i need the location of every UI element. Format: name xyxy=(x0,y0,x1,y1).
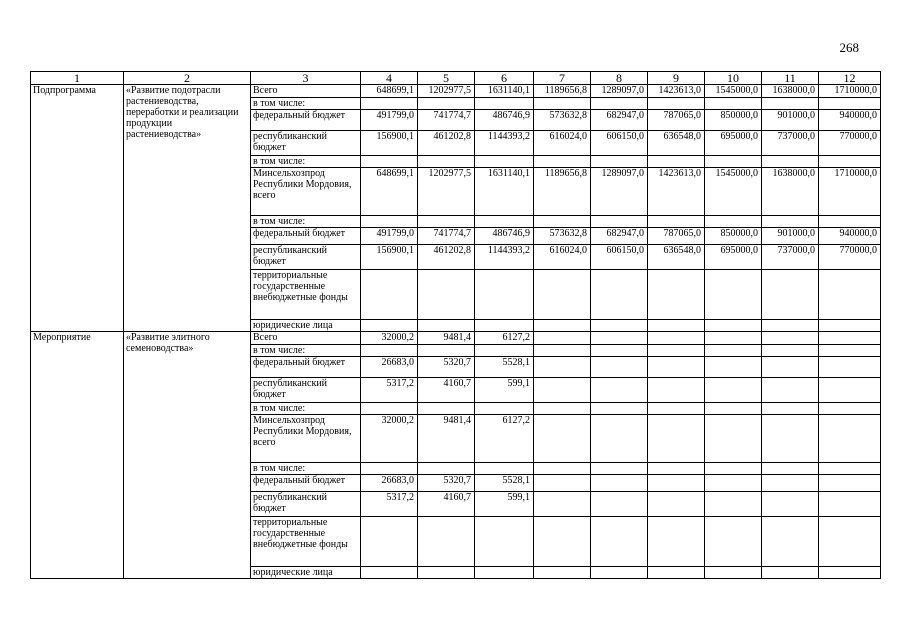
row-label: в том числе: xyxy=(251,463,361,475)
value-cell xyxy=(819,492,881,517)
value-cell xyxy=(591,98,648,110)
value-cell: 5528,1 xyxy=(475,475,534,492)
value-cell: 486746,9 xyxy=(475,110,534,131)
value-cell: 1638000,0 xyxy=(762,168,819,216)
value-cell xyxy=(819,415,881,463)
value-cell: 573632,8 xyxy=(534,228,591,245)
row-label: в том числе: xyxy=(251,345,361,357)
value-cell xyxy=(762,475,819,492)
value-cell xyxy=(361,98,418,110)
value-cell xyxy=(762,320,819,332)
value-cell xyxy=(591,378,648,403)
value-cell: 1189656,8 xyxy=(534,168,591,216)
value-cell xyxy=(534,320,591,332)
value-cell: 1710000,0 xyxy=(819,85,881,98)
value-cell xyxy=(418,98,475,110)
value-cell xyxy=(534,463,591,475)
value-cell: 770000,0 xyxy=(819,245,881,270)
value-cell xyxy=(591,320,648,332)
value-cell: 1638000,0 xyxy=(762,85,819,98)
value-cell xyxy=(762,270,819,320)
value-cell xyxy=(762,332,819,345)
value-cell: 599,1 xyxy=(475,492,534,517)
value-cell xyxy=(534,403,591,415)
value-cell xyxy=(819,403,881,415)
value-cell: 5528,1 xyxy=(475,357,534,378)
value-cell xyxy=(534,332,591,345)
value-cell xyxy=(705,475,762,492)
value-cell xyxy=(705,216,762,228)
value-cell: 6127,2 xyxy=(475,332,534,345)
row-label: республиканский бюджет xyxy=(251,245,361,270)
value-cell xyxy=(418,403,475,415)
value-cell: 1423613,0 xyxy=(648,168,705,216)
column-header: 7 xyxy=(534,72,591,85)
row-label: Всего xyxy=(251,332,361,345)
value-cell: 636548,0 xyxy=(648,245,705,270)
value-cell xyxy=(591,345,648,357)
value-cell xyxy=(591,415,648,463)
value-cell xyxy=(819,270,881,320)
row-label: Минсельхозпрод Республики Мордовия, всего xyxy=(251,415,361,463)
value-cell xyxy=(819,98,881,110)
value-cell xyxy=(418,567,475,579)
value-cell xyxy=(591,216,648,228)
value-cell xyxy=(418,345,475,357)
column-header: 1 xyxy=(31,72,124,85)
value-cell xyxy=(475,403,534,415)
value-cell xyxy=(534,216,591,228)
value-cell xyxy=(361,270,418,320)
value-cell xyxy=(762,415,819,463)
value-cell xyxy=(475,517,534,567)
value-cell xyxy=(418,463,475,475)
row-label: федеральный бюджет xyxy=(251,357,361,378)
value-cell: 901000,0 xyxy=(762,228,819,245)
value-cell: 5320,7 xyxy=(418,475,475,492)
value-cell: 491799,0 xyxy=(361,110,418,131)
row-label: территориальные государственные внебюджетные фонды xyxy=(251,517,361,567)
value-cell xyxy=(648,475,705,492)
value-cell: 606150,0 xyxy=(591,131,648,156)
section-title: «Развитие подотрасли растениеводства, переработки и реализации продукции растениеводства» xyxy=(124,85,251,332)
value-cell: 616024,0 xyxy=(534,131,591,156)
value-cell xyxy=(648,332,705,345)
row-label: федеральный бюджет xyxy=(251,475,361,492)
value-cell xyxy=(819,378,881,403)
value-cell xyxy=(591,156,648,168)
value-cell xyxy=(705,403,762,415)
value-cell xyxy=(418,320,475,332)
section-title: «Развитие элитного семеноводства» xyxy=(124,332,251,579)
value-cell: 32000,2 xyxy=(361,332,418,345)
value-cell xyxy=(648,378,705,403)
value-cell xyxy=(418,216,475,228)
row-label: в том числе: xyxy=(251,216,361,228)
value-cell xyxy=(475,156,534,168)
value-cell: 26683,0 xyxy=(361,475,418,492)
value-cell xyxy=(819,517,881,567)
value-cell xyxy=(762,378,819,403)
column-header: 4 xyxy=(361,72,418,85)
value-cell xyxy=(648,517,705,567)
value-cell xyxy=(534,415,591,463)
value-cell xyxy=(705,567,762,579)
value-cell xyxy=(819,345,881,357)
value-cell xyxy=(591,463,648,475)
value-cell xyxy=(534,517,591,567)
row-label: республиканский бюджет xyxy=(251,492,361,517)
value-cell xyxy=(591,270,648,320)
value-cell xyxy=(705,320,762,332)
value-cell: 741774,7 xyxy=(418,228,475,245)
value-cell: 156900,1 xyxy=(361,131,418,156)
value-cell xyxy=(762,492,819,517)
value-cell: 491799,0 xyxy=(361,228,418,245)
value-cell xyxy=(819,332,881,345)
value-cell xyxy=(705,98,762,110)
value-cell xyxy=(361,517,418,567)
value-cell: 4160,7 xyxy=(418,492,475,517)
value-cell: 1545000,0 xyxy=(705,85,762,98)
value-cell xyxy=(762,517,819,567)
column-header: 11 xyxy=(762,72,819,85)
value-cell: 1202977,5 xyxy=(418,85,475,98)
value-cell xyxy=(361,156,418,168)
value-cell: 770000,0 xyxy=(819,131,881,156)
value-cell xyxy=(475,463,534,475)
header-row xyxy=(31,72,881,85)
row-label: республиканский бюджет xyxy=(251,131,361,156)
value-cell: 1202977,5 xyxy=(418,168,475,216)
row-label: Всего xyxy=(251,85,361,98)
value-cell: 901000,0 xyxy=(762,110,819,131)
value-cell: 32000,2 xyxy=(361,415,418,463)
value-cell xyxy=(705,492,762,517)
value-cell: 6127,2 xyxy=(475,415,534,463)
column-header: 8 xyxy=(591,72,648,85)
row-label: федеральный бюджет xyxy=(251,228,361,245)
value-cell xyxy=(591,357,648,378)
value-cell xyxy=(762,567,819,579)
table-row xyxy=(31,85,881,98)
value-cell xyxy=(648,320,705,332)
value-cell: 695000,0 xyxy=(705,245,762,270)
value-cell xyxy=(361,320,418,332)
value-cell: 940000,0 xyxy=(819,228,881,245)
value-cell xyxy=(819,320,881,332)
value-cell xyxy=(648,403,705,415)
value-cell xyxy=(418,270,475,320)
value-cell: 737000,0 xyxy=(762,131,819,156)
section-type: Мероприятие xyxy=(31,332,124,579)
value-cell xyxy=(534,567,591,579)
value-cell xyxy=(591,517,648,567)
value-cell xyxy=(418,517,475,567)
column-header: 2 xyxy=(124,72,251,85)
value-cell: 616024,0 xyxy=(534,245,591,270)
value-cell xyxy=(591,492,648,517)
section-type: Подпрограмма xyxy=(31,85,124,332)
value-cell xyxy=(819,463,881,475)
column-header: 5 xyxy=(418,72,475,85)
value-cell xyxy=(648,463,705,475)
value-cell: 5320,7 xyxy=(418,357,475,378)
value-cell: 1631140,1 xyxy=(475,85,534,98)
value-cell: 1144393,2 xyxy=(475,131,534,156)
value-cell xyxy=(762,156,819,168)
value-cell: 1545000,0 xyxy=(705,168,762,216)
column-header: 10 xyxy=(705,72,762,85)
value-cell xyxy=(819,567,881,579)
value-cell: 850000,0 xyxy=(705,228,762,245)
value-cell xyxy=(705,415,762,463)
value-cell xyxy=(534,270,591,320)
value-cell xyxy=(762,357,819,378)
value-cell: 787065,0 xyxy=(648,110,705,131)
value-cell: 573632,8 xyxy=(534,110,591,131)
value-cell xyxy=(648,216,705,228)
value-cell: 5317,2 xyxy=(361,378,418,403)
value-cell: 1144393,2 xyxy=(475,245,534,270)
value-cell: 940000,0 xyxy=(819,110,881,131)
value-cell xyxy=(819,156,881,168)
value-cell xyxy=(475,270,534,320)
value-cell xyxy=(705,517,762,567)
value-cell: 1710000,0 xyxy=(819,168,881,216)
row-label: в том числе: xyxy=(251,98,361,110)
value-cell: 737000,0 xyxy=(762,245,819,270)
value-cell xyxy=(591,475,648,492)
value-cell xyxy=(762,345,819,357)
value-cell: 741774,7 xyxy=(418,110,475,131)
value-cell xyxy=(705,270,762,320)
value-cell xyxy=(591,403,648,415)
column-header: 9 xyxy=(648,72,705,85)
value-cell xyxy=(534,475,591,492)
value-cell xyxy=(534,378,591,403)
value-cell: 695000,0 xyxy=(705,131,762,156)
value-cell xyxy=(475,345,534,357)
value-cell xyxy=(705,357,762,378)
value-cell xyxy=(648,357,705,378)
value-cell xyxy=(475,320,534,332)
value-cell: 9481,4 xyxy=(418,415,475,463)
value-cell xyxy=(475,567,534,579)
value-cell xyxy=(361,403,418,415)
value-cell xyxy=(475,216,534,228)
value-cell xyxy=(648,156,705,168)
budget-table xyxy=(30,71,881,579)
value-cell xyxy=(819,475,881,492)
value-cell: 9481,4 xyxy=(418,332,475,345)
value-cell: 1189656,8 xyxy=(534,85,591,98)
value-cell xyxy=(762,403,819,415)
value-cell: 1423613,0 xyxy=(648,85,705,98)
value-cell xyxy=(648,345,705,357)
row-label: юридические лица xyxy=(251,320,361,332)
table-row xyxy=(31,332,881,345)
value-cell xyxy=(361,567,418,579)
value-cell: 648699,1 xyxy=(361,168,418,216)
value-cell: 1289097,0 xyxy=(591,168,648,216)
value-cell: 1289097,0 xyxy=(591,85,648,98)
row-label: Минсельхозпрод Республики Мордовия, всего xyxy=(251,168,361,216)
value-cell xyxy=(648,98,705,110)
value-cell: 461202,8 xyxy=(418,131,475,156)
value-cell: 461202,8 xyxy=(418,245,475,270)
value-cell xyxy=(591,332,648,345)
value-cell xyxy=(648,567,705,579)
value-cell xyxy=(762,463,819,475)
row-label: республиканский бюджет xyxy=(251,378,361,403)
value-cell xyxy=(705,345,762,357)
value-cell xyxy=(762,98,819,110)
value-cell xyxy=(648,415,705,463)
row-label: федеральный бюджет xyxy=(251,110,361,131)
value-cell xyxy=(705,378,762,403)
row-label: в том числе: xyxy=(251,403,361,415)
value-cell xyxy=(534,492,591,517)
column-header: 3 xyxy=(251,72,361,85)
value-cell xyxy=(705,463,762,475)
value-cell: 636548,0 xyxy=(648,131,705,156)
value-cell xyxy=(534,345,591,357)
value-cell xyxy=(361,463,418,475)
value-cell xyxy=(819,357,881,378)
page-number: 268 xyxy=(839,40,859,55)
value-cell xyxy=(819,216,881,228)
value-cell xyxy=(361,216,418,228)
value-cell xyxy=(705,332,762,345)
value-cell: 599,1 xyxy=(475,378,534,403)
value-cell xyxy=(361,345,418,357)
value-cell: 486746,9 xyxy=(475,228,534,245)
value-cell xyxy=(534,357,591,378)
value-cell: 5317,2 xyxy=(361,492,418,517)
value-cell xyxy=(534,98,591,110)
value-cell: 4160,7 xyxy=(418,378,475,403)
value-cell xyxy=(418,156,475,168)
value-cell: 682947,0 xyxy=(591,228,648,245)
value-cell: 648699,1 xyxy=(361,85,418,98)
value-cell: 682947,0 xyxy=(591,110,648,131)
value-cell xyxy=(475,98,534,110)
row-label: юридические лица xyxy=(251,567,361,579)
column-header: 6 xyxy=(475,72,534,85)
value-cell: 1631140,1 xyxy=(475,168,534,216)
row-label: территориальные государственные внебюджетные фонды xyxy=(251,270,361,320)
row-label: в том числе: xyxy=(251,156,361,168)
value-cell: 850000,0 xyxy=(705,110,762,131)
value-cell: 156900,1 xyxy=(361,245,418,270)
value-cell xyxy=(705,156,762,168)
value-cell: 787065,0 xyxy=(648,228,705,245)
value-cell xyxy=(591,567,648,579)
value-cell xyxy=(762,216,819,228)
column-header: 12 xyxy=(819,72,881,85)
value-cell xyxy=(648,492,705,517)
value-cell xyxy=(534,156,591,168)
value-cell: 606150,0 xyxy=(591,245,648,270)
value-cell: 26683,0 xyxy=(361,357,418,378)
value-cell xyxy=(648,270,705,320)
